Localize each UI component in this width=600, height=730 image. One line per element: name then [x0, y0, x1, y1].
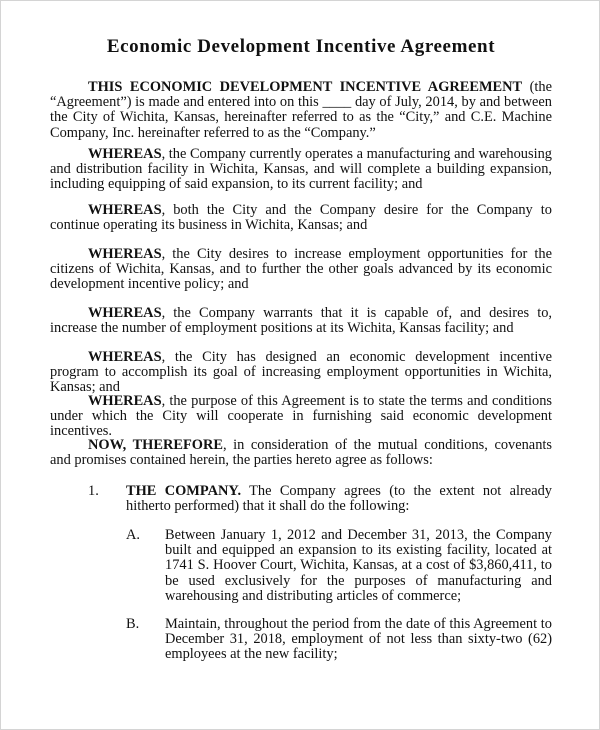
recital-text: , both the City and the Company desire for the Company to continue operating its business in Wichita, Kansas; and	[50, 202, 552, 234]
preamble-bold: THIS ECONOMIC DEVELOPMENT INCENTIVE AGREEMENT	[88, 79, 523, 95]
recital-bold: WHEREAS	[88, 246, 162, 262]
section-text: The Company agrees (to the extent not already hitherto performed) that it shall do the following:	[126, 483, 552, 515]
item-text: Maintain, throughout the period from the date of this Agreement to December 31, 2018, employment of not less than sixty-two (62) employees at the new facility;	[165, 616, 552, 663]
now-therefore-bold: NOW, THEREFORE	[88, 437, 223, 453]
recital-paragraph	[50, 147, 552, 193]
recital-text: , the City has designed an economic development incentive program to accomplish its goal of increasing employment opportunities in Wichita, Kansas; and	[50, 349, 552, 396]
preamble-text: (the “Agreement”) is made and entered into on this ____ day of July, 2014, by and between the City of Wichita, Kansas, hereinafter referred to as the “City,” and C.E. Machine Company, Inc. hereinafter referred to as the “Company.”	[50, 79, 552, 141]
recital-paragraph	[50, 350, 552, 396]
recital-bold: WHEREAS	[88, 202, 162, 218]
preamble-paragraph	[50, 80, 552, 141]
now-therefore-text: , in consideration of the mutual conditions, covenants and promises contained herein, the parties hereto agree as follows:	[50, 437, 552, 469]
recital-bold: WHEREAS	[88, 349, 162, 365]
now-therefore-paragraph	[50, 438, 552, 468]
recital-bold: WHEREAS	[88, 305, 162, 321]
recital-bold: WHEREAS	[88, 146, 162, 162]
recital-paragraph	[50, 306, 552, 336]
section-1-paragraph	[126, 484, 552, 514]
item-letter: A.	[126, 527, 140, 543]
recital-text: , the purpose of this Agreement is to state the terms and conditions under which the City will cooperate in furnishing said economic development incentives.	[50, 393, 552, 440]
recital-text: , the City desires to increase employment opportunities for the citizens of Wichita, Kansas, and to further the other goals advanced by its economic development incentive policy; and	[50, 246, 552, 293]
section-number: 1.	[88, 483, 99, 499]
recital-paragraph	[50, 394, 552, 440]
recital-bold: WHEREAS	[88, 393, 162, 409]
section-heading: THE COMPANY.	[126, 483, 242, 499]
item-letter: B.	[126, 616, 140, 632]
recital-paragraph	[50, 247, 552, 293]
item-text: Between January 1, 2012 and December 31, 2013, the Company built and equipped an expansion to its existing facility, located at 1741 S. Hoover Court, Wichita, Kansas, at a cost of $3,860,411, to be used exclusively for the purposes of manufacturing and warehousing and distributing articles of commerce;	[165, 527, 552, 604]
recital-paragraph	[50, 203, 552, 233]
document-title: Economic Development Incentive Agreement	[106, 36, 496, 57]
recital-text: , the Company currently operates a manufacturing and warehousing and distribution facility in Wichita, Kansas, and will complete a building expansion, including equipping of said expansion, to its current facility; and	[50, 146, 552, 193]
recital-text: , the Company warrants that it is capable of, and desires to, increase the number of employment positions at its Wichita, Kansas facility; and	[50, 305, 552, 337]
